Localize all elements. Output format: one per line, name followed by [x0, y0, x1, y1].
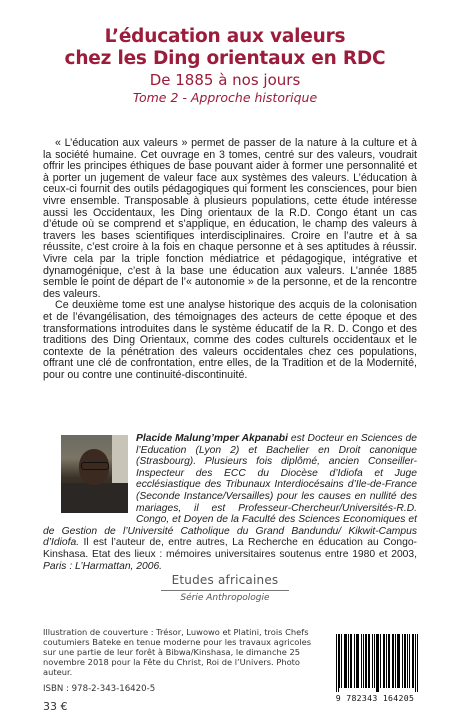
- author-bio-text-3: Paris : L’Harmattan, 2006.: [43, 560, 163, 572]
- author-name: Placide Malung’mper Akpanabi: [136, 433, 288, 444]
- title-line-1: L’éducation aux valeurs: [104, 26, 346, 47]
- price: 33 €: [43, 700, 68, 713]
- isbn: ISBN : 978-2-343-16420-5: [43, 684, 156, 694]
- barcode-bars: [336, 634, 418, 692]
- author-bio: [43, 433, 417, 572]
- author-bio-text-2: Il est l’auteur de, entre autres, La Recherche en éducation au Congo-Kinshasa. Etat des lieux : mémoires universitaires soutenus entre 1980 et 2003,: [43, 537, 417, 560]
- title-line-2: chez les Ding orientaux en RDC: [64, 48, 386, 69]
- blurb-paragraph-1: « L’éducation aux valeurs » permet de passer de la nature à la culture et à la société humaine. Cet ouvrage en 3 tomes, centré sur des valeurs, voudrait offrir les principes éthiques de base pouvant aider à former une personnalité et à porter un jugement de valeur face aux systèmes des valeurs. L’éducation à ceux-ci fournit des outils pédagogiques qui forment les consciences, pour bien vivre ensemble. Transposable à plusieurs populations, cette étude intéresse aussi les Occidentaux, les Ding orientaux de la R.D. Congo étant un cas d’étude où se comprend et s’applique, en éducation, le champ des valeurs à travers les bases scientifiques interdisciplinaires. Croire en l’autre et à sa réussite, c’est croire à la fois en chaque personne et à ses aptitudes à réussir. Vivre cela par la triple fonction médiatrice et pédagogique, intégrative et dynamogénique, c’est à la base une éducation aux valeurs. L’année 1885 semble le point de départ de l’« autonomie » de la personne, et de la rencontre des valeurs.: [43, 137, 417, 300]
- cover-illustration-credit: Illustration de couverture : Trésor, Luwowo et Platini, trois Chefs coutumiers Bateke en tenue moderne pour les travaux agricoles sur une partie de leur forêt à Bibwa/Kinshasa, le dimanche 25 novembre 2018 pour la Fête du Christ, Roi de l’Univers. Photo auteur.: [43, 627, 312, 677]
- blurb: [43, 138, 417, 381]
- barcode-number: 9 782343 164205: [335, 693, 415, 703]
- series-block: [0, 573, 450, 603]
- author-photo: [61, 435, 128, 513]
- book-subtitle: De 1885 à nos jours: [149, 71, 301, 89]
- tome-label: Tome 2 - Approche historique: [132, 90, 318, 105]
- book-title: [0, 26, 450, 70]
- author-bio-text-1: est Docteur en Sciences de l’Education (Lyon 2) et Bachelier en Droit canonique (Strasbourg). Plusieurs fois diplômé, ancien Conseiller-Inspecteur des ECC du Diocèse d’Idiofa et Juge ecclésiastique des Tribunaux Interdiocésains d’Ile-de-France (Seconde Instance/Versailles) pour les causes en nullité des mariages, il est Professeur-Chercheur/Universités-R.D. Congo, et Doyen de la Faculté des Sciences Economiques et de Gestion de l’Université Catholique du Grand Bandundu/ Kikwit-Campus d’Idiofa.: [43, 433, 417, 549]
- series-name: Etudes africaines: [171, 573, 279, 587]
- blurb-paragraph-2: Ce deuxième tome est une analyse historique des acquis de la colonisation et de l’évangélisation, des témoignages des acteurs de cette époque et des transformations introduites dans le système éducatif de la R. D. Congo et des traditions des Ding Orientaux, comme des codes culturels occidentaux et le contexte de la pénétration des valeurs occidentales chez ces populations, offrant une clé de confrontation, entre elles, de la Tradition et de la Modernité, pour ou contre une continuité-discontinuité.: [43, 299, 417, 381]
- series-divider: [161, 590, 289, 591]
- barcode: [330, 630, 420, 708]
- series-subtitle: Série Anthropologie: [180, 593, 270, 603]
